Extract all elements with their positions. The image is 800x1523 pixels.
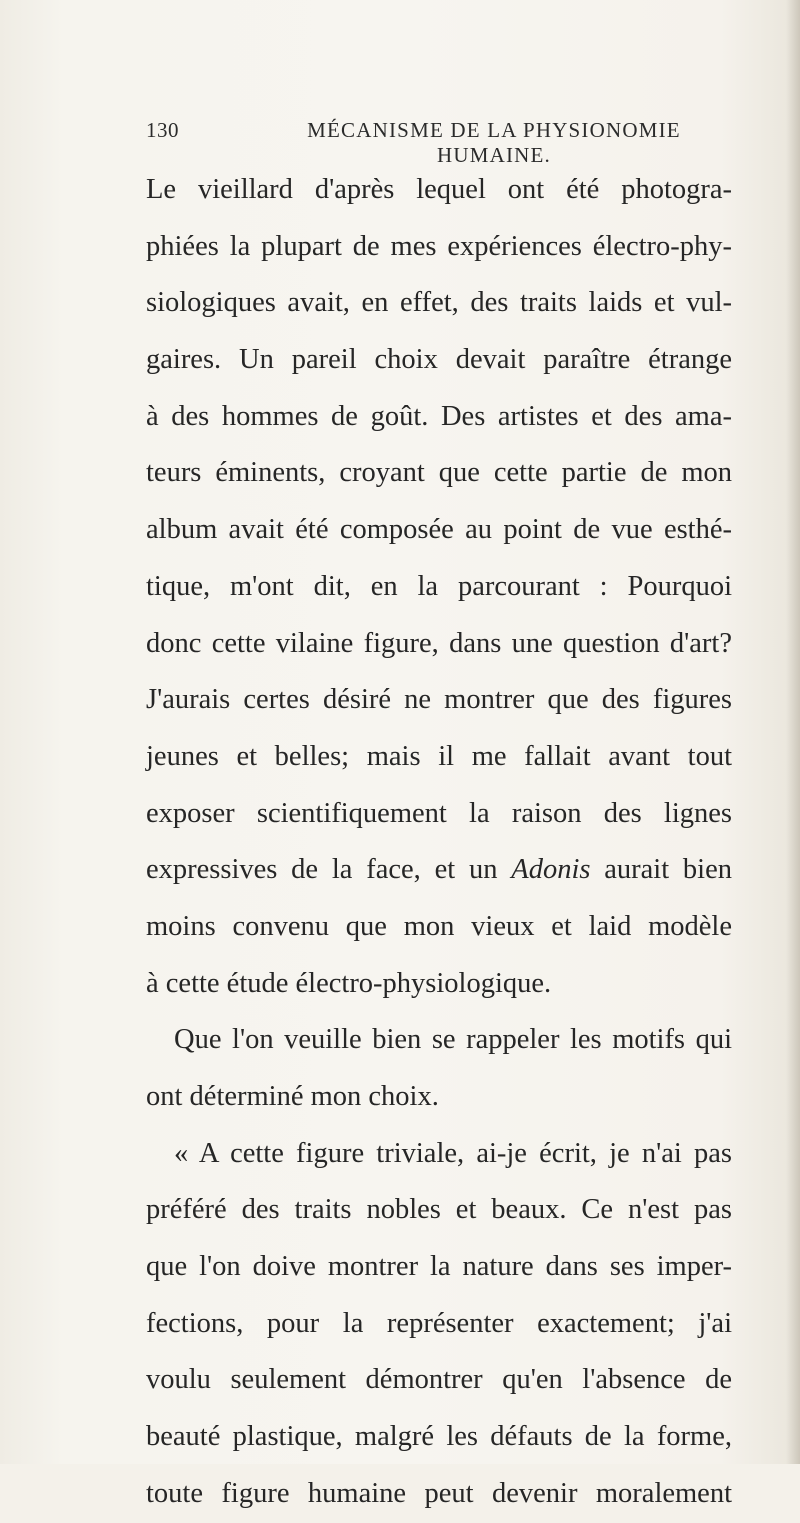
text-line: moins convenu que mon vieux et laid modèle — [146, 910, 732, 942]
paragraph-start-line: Que l'on veuille bien se rappeler les motifs qui — [174, 1024, 732, 1056]
text-line: J'aurais certes désiré ne montrer que des figures — [146, 684, 732, 716]
text-line: teurs éminents, croyant que cette partie de mon — [146, 457, 732, 489]
text-line: tique, m'ont dit, en la parcourant : Pourquoi — [146, 570, 732, 602]
text-line: fections, pour la représenter exactement; j'ai — [146, 1307, 732, 1339]
text-fragment: expressives de la face, et un — [146, 854, 512, 886]
text-line: que l'on doive montrer la nature dans ses imper- — [146, 1251, 732, 1283]
body-text — [146, 162, 732, 1523]
text-line: Le vieillard d'après lequel ont été photogra- — [146, 174, 732, 205]
text-line: jeunes et belles; mais il me fallait avant tout — [146, 740, 732, 772]
paragraph-end-line: ont déterminé mon choix. — [146, 1081, 439, 1112]
text-line: exposer scientifiquement la raison des lignes — [146, 797, 732, 829]
text-line-with-italic — [146, 842, 732, 899]
paragraph-end-line: à cette étude électro-physiologique. — [146, 967, 552, 999]
text-line: phiées la plupart de mes expériences électro-phy- — [146, 230, 732, 262]
text-line: préféré des traits nobles et beaux. Ce n'est pas — [146, 1194, 732, 1226]
text-fragment: aurait bien — [590, 854, 732, 886]
text-line: voulu seulement démontrer qu'en l'absence de — [146, 1364, 732, 1396]
text-line: album avait été composée au point de vue esthé- — [146, 514, 732, 546]
text-line: siologiques avait, en effet, des traits laids et vul- — [146, 287, 732, 319]
running-head — [146, 118, 732, 167]
paragraph-start-line: « A cette figure triviale, ai-je écrit, je n'ai pas — [174, 1137, 732, 1169]
page-number: 130 — [146, 118, 179, 142]
italic-word-adonis: Adonis — [511, 854, 591, 886]
text-line: toute figure humaine peut devenir moralement — [146, 1477, 732, 1509]
text-line: beauté plastique, malgré les défauts de la forme, — [146, 1421, 732, 1453]
running-title: MÉCANISME DE LA PHYSIONOMIE HUMAINE. — [307, 118, 681, 167]
text-line: donc cette vilaine figure, dans une question d'art? — [146, 627, 732, 659]
text-line: gaires. Un pareil choix devait paraître étrange — [146, 344, 732, 376]
text-line: à des hommes de goût. Des artistes et des ama- — [146, 400, 732, 432]
page-edge-shadow — [786, 0, 800, 1464]
